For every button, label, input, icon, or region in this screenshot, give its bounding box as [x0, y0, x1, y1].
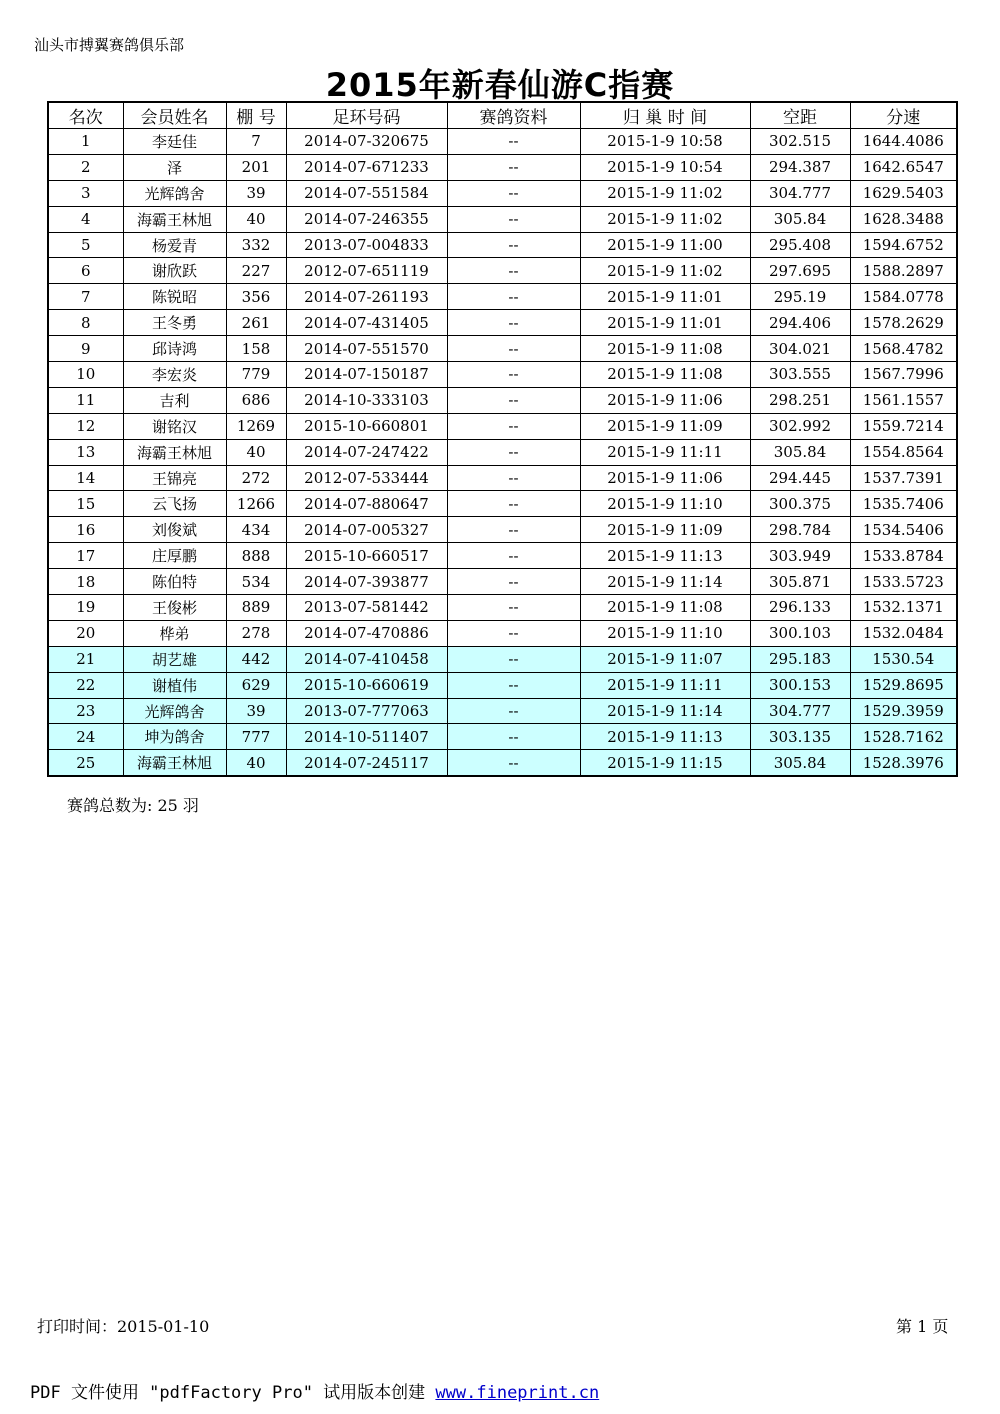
cell-loft: 158 [226, 336, 286, 362]
cell-name: 泽 [123, 154, 226, 180]
cell-ring: 2014-07-247422 [286, 439, 447, 465]
cell-speed: 1561.1557 [850, 387, 957, 413]
cell-distance: 296.133 [750, 595, 850, 621]
cell-time: 2015-1-9 11:07 [580, 646, 750, 672]
table-row [48, 258, 957, 284]
cell-loft: 889 [226, 595, 286, 621]
cell-rank: 15 [48, 491, 123, 517]
cell-speed: 1529.8695 [850, 672, 957, 698]
cell-rank: 14 [48, 465, 123, 491]
cell-ring: 2015-10-660619 [286, 672, 447, 698]
cell-time: 2015-1-9 11:13 [580, 543, 750, 569]
cell-loft: 40 [226, 750, 286, 776]
cell-name: 谢铭汉 [123, 413, 226, 439]
cell-name: 云飞扬 [123, 491, 226, 517]
cell-info: -- [447, 491, 580, 517]
cell-info: -- [447, 284, 580, 310]
cell-speed: 1530.54 [850, 646, 957, 672]
cell-info: -- [447, 543, 580, 569]
page-number: 第 1 页 [896, 1317, 949, 1336]
cell-rank: 5 [48, 232, 123, 258]
cell-distance: 304.021 [750, 336, 850, 362]
cell-time: 2015-1-9 11:02 [580, 206, 750, 232]
table-row [48, 413, 957, 439]
cell-name: 王俊彬 [123, 595, 226, 621]
cell-rank: 25 [48, 750, 123, 776]
cell-ring: 2014-07-246355 [286, 206, 447, 232]
cell-rank: 18 [48, 569, 123, 595]
cell-rank: 17 [48, 543, 123, 569]
page-title: 2015年新春仙游C指赛 [325, 66, 675, 104]
cell-ring: 2014-07-005327 [286, 517, 447, 543]
cell-loft: 442 [226, 646, 286, 672]
cell-distance: 300.103 [750, 620, 850, 646]
cell-ring: 2014-07-393877 [286, 569, 447, 595]
cell-info: -- [447, 569, 580, 595]
table-row [48, 517, 957, 543]
table-row [48, 129, 957, 155]
cell-rank: 1 [48, 129, 123, 155]
cell-loft: 332 [226, 232, 286, 258]
cell-info: -- [447, 646, 580, 672]
cell-speed: 1644.4086 [850, 129, 957, 155]
cell-rank: 6 [48, 258, 123, 284]
cell-ring: 2014-07-410458 [286, 646, 447, 672]
cell-speed: 1535.7406 [850, 491, 957, 517]
table-row [48, 620, 957, 646]
cell-name: 王冬勇 [123, 310, 226, 336]
cell-ring: 2013-07-581442 [286, 595, 447, 621]
cell-ring: 2014-07-245117 [286, 750, 447, 776]
cell-name: 李宏炎 [123, 362, 226, 388]
cell-time: 2015-1-9 11:08 [580, 362, 750, 388]
cell-distance: 304.777 [750, 698, 850, 724]
table-row [48, 491, 957, 517]
print-time: 打印时间：2015-01-10 [37, 1317, 210, 1336]
cell-ring: 2012-07-651119 [286, 258, 447, 284]
cell-loft: 40 [226, 439, 286, 465]
cell-time: 2015-1-9 11:11 [580, 672, 750, 698]
cell-rank: 2 [48, 154, 123, 180]
cell-loft: 356 [226, 284, 286, 310]
cell-info: -- [447, 413, 580, 439]
cell-time: 2015-1-9 11:15 [580, 750, 750, 776]
cell-time: 2015-1-9 11:08 [580, 336, 750, 362]
table-row [48, 232, 957, 258]
cell-name: 谢植伟 [123, 672, 226, 698]
cell-speed: 1529.3959 [850, 698, 957, 724]
cell-distance: 295.408 [750, 232, 850, 258]
table-row [48, 672, 957, 698]
cell-speed: 1528.7162 [850, 724, 957, 750]
cell-distance: 305.84 [750, 439, 850, 465]
cell-time: 2015-1-9 10:58 [580, 129, 750, 155]
cell-speed: 1578.2629 [850, 310, 957, 336]
cell-loft: 534 [226, 569, 286, 595]
cell-info: -- [447, 465, 580, 491]
cell-time: 2015-1-9 11:14 [580, 569, 750, 595]
cell-time: 2015-1-9 11:02 [580, 258, 750, 284]
table-row [48, 154, 957, 180]
cell-name: 杨爱青 [123, 232, 226, 258]
cell-distance: 302.992 [750, 413, 850, 439]
cell-distance: 294.406 [750, 310, 850, 336]
cell-speed: 1628.3488 [850, 206, 957, 232]
cell-time: 2015-1-9 11:02 [580, 180, 750, 206]
club-name: 汕头市搏翼赛鸽俱乐部 [34, 36, 185, 54]
col-header-info: 赛鸽资料 [447, 102, 580, 129]
table-row [48, 206, 957, 232]
table-row [48, 698, 957, 724]
cell-info: -- [447, 595, 580, 621]
table-row [48, 465, 957, 491]
cell-distance: 305.84 [750, 206, 850, 232]
cell-rank: 3 [48, 180, 123, 206]
cell-time: 2015-1-9 11:08 [580, 595, 750, 621]
cell-name: 海霸王林旭 [123, 439, 226, 465]
cell-loft: 629 [226, 672, 286, 698]
cell-speed: 1594.6752 [850, 232, 957, 258]
cell-loft: 272 [226, 465, 286, 491]
cell-time: 2015-1-9 10:54 [580, 154, 750, 180]
pdf-link[interactable]: www.fineprint.cn [435, 1383, 600, 1403]
cell-loft: 1269 [226, 413, 286, 439]
cell-ring: 2014-10-511407 [286, 724, 447, 750]
cell-name: 光辉鸽舍 [123, 698, 226, 724]
cell-name: 庄厚鹏 [123, 543, 226, 569]
table-row [48, 439, 957, 465]
cell-time: 2015-1-9 11:06 [580, 465, 750, 491]
table-row [48, 724, 957, 750]
cell-distance: 294.387 [750, 154, 850, 180]
cell-distance: 305.84 [750, 750, 850, 776]
cell-speed: 1528.3976 [850, 750, 957, 776]
cell-info: -- [447, 698, 580, 724]
cell-name: 坤为鸽舍 [123, 724, 226, 750]
cell-distance: 298.251 [750, 387, 850, 413]
cell-loft: 779 [226, 362, 286, 388]
cell-info: -- [447, 310, 580, 336]
cell-ring: 2014-07-470886 [286, 620, 447, 646]
cell-distance: 304.777 [750, 180, 850, 206]
col-header-distance: 空距 [750, 102, 850, 129]
cell-rank: 4 [48, 206, 123, 232]
col-header-time: 归 巢 时 间 [580, 102, 750, 129]
table-row [48, 387, 957, 413]
results-table [47, 101, 958, 777]
cell-info: -- [447, 154, 580, 180]
cell-info: -- [447, 206, 580, 232]
cell-speed: 1567.7996 [850, 362, 957, 388]
cell-loft: 7 [226, 129, 286, 155]
cell-time: 2015-1-9 11:01 [580, 310, 750, 336]
cell-info: -- [447, 517, 580, 543]
cell-loft: 777 [226, 724, 286, 750]
cell-time: 2015-1-9 11:13 [580, 724, 750, 750]
cell-speed: 1532.1371 [850, 595, 957, 621]
results-body [48, 129, 957, 777]
cell-loft: 278 [226, 620, 286, 646]
cell-speed: 1533.5723 [850, 569, 957, 595]
cell-speed: 1532.0484 [850, 620, 957, 646]
cell-loft: 261 [226, 310, 286, 336]
cell-rank: 12 [48, 413, 123, 439]
cell-name: 刘俊斌 [123, 517, 226, 543]
cell-rank: 7 [48, 284, 123, 310]
cell-ring: 2014-07-551570 [286, 336, 447, 362]
cell-loft: 686 [226, 387, 286, 413]
cell-name: 陈锐昭 [123, 284, 226, 310]
cell-info: -- [447, 672, 580, 698]
cell-rank: 22 [48, 672, 123, 698]
table-row [48, 543, 957, 569]
cell-distance: 302.515 [750, 129, 850, 155]
cell-distance: 303.135 [750, 724, 850, 750]
cell-speed: 1568.4782 [850, 336, 957, 362]
cell-speed: 1559.7214 [850, 413, 957, 439]
cell-distance: 305.871 [750, 569, 850, 595]
cell-rank: 23 [48, 698, 123, 724]
cell-loft: 434 [226, 517, 286, 543]
cell-ring: 2014-07-431405 [286, 310, 447, 336]
cell-distance: 303.555 [750, 362, 850, 388]
cell-ring: 2014-10-333103 [286, 387, 447, 413]
cell-name: 海霸王林旭 [123, 750, 226, 776]
cell-speed: 1534.5406 [850, 517, 957, 543]
cell-ring: 2013-07-777063 [286, 698, 447, 724]
cell-info: -- [447, 336, 580, 362]
cell-info: -- [447, 387, 580, 413]
cell-name: 海霸王林旭 [123, 206, 226, 232]
cell-loft: 888 [226, 543, 286, 569]
cell-info: -- [447, 750, 580, 776]
cell-info: -- [447, 724, 580, 750]
cell-time: 2015-1-9 11:01 [580, 284, 750, 310]
table-header-row [48, 102, 957, 129]
cell-speed: 1554.8564 [850, 439, 957, 465]
cell-ring: 2015-10-660517 [286, 543, 447, 569]
cell-distance: 295.183 [750, 646, 850, 672]
cell-rank: 11 [48, 387, 123, 413]
col-header-name: 会员姓名 [123, 102, 226, 129]
cell-name: 王锦亮 [123, 465, 226, 491]
table-row [48, 362, 957, 388]
cell-distance: 300.375 [750, 491, 850, 517]
cell-speed: 1588.2897 [850, 258, 957, 284]
cell-loft: 1266 [226, 491, 286, 517]
cell-loft: 39 [226, 180, 286, 206]
cell-info: -- [447, 258, 580, 284]
cell-time: 2015-1-9 11:11 [580, 439, 750, 465]
cell-loft: 39 [226, 698, 286, 724]
cell-name: 光辉鸽舍 [123, 180, 226, 206]
cell-ring: 2014-07-320675 [286, 129, 447, 155]
table-row [48, 750, 957, 776]
table-row [48, 595, 957, 621]
cell-ring: 2015-10-660801 [286, 413, 447, 439]
cell-rank: 13 [48, 439, 123, 465]
cell-ring: 2014-07-261193 [286, 284, 447, 310]
cell-ring: 2014-07-551584 [286, 180, 447, 206]
cell-rank: 19 [48, 595, 123, 621]
table-row [48, 284, 957, 310]
table-row [48, 180, 957, 206]
cell-name: 谢欣跃 [123, 258, 226, 284]
cell-time: 2015-1-9 11:10 [580, 620, 750, 646]
cell-rank: 21 [48, 646, 123, 672]
cell-time: 2015-1-9 11:09 [580, 413, 750, 439]
cell-distance: 294.445 [750, 465, 850, 491]
cell-ring: 2014-07-880647 [286, 491, 447, 517]
cell-rank: 20 [48, 620, 123, 646]
cell-time: 2015-1-9 11:10 [580, 491, 750, 517]
cell-ring: 2012-07-533444 [286, 465, 447, 491]
cell-info: -- [447, 362, 580, 388]
col-header-speed: 分速 [850, 102, 957, 129]
cell-name: 李廷佳 [123, 129, 226, 155]
cell-speed: 1629.5403 [850, 180, 957, 206]
cell-ring: 2014-07-671233 [286, 154, 447, 180]
table-row [48, 646, 957, 672]
cell-ring: 2013-07-004833 [286, 232, 447, 258]
cell-name: 吉利 [123, 387, 226, 413]
cell-name: 陈伯特 [123, 569, 226, 595]
cell-time: 2015-1-9 11:14 [580, 698, 750, 724]
cell-time: 2015-1-9 11:06 [580, 387, 750, 413]
col-header-rank: 名次 [48, 102, 123, 129]
cell-distance: 298.784 [750, 517, 850, 543]
cell-rank: 10 [48, 362, 123, 388]
cell-distance: 303.949 [750, 543, 850, 569]
cell-loft: 40 [226, 206, 286, 232]
cell-rank: 9 [48, 336, 123, 362]
cell-rank: 24 [48, 724, 123, 750]
pdf-note [30, 1378, 599, 1403]
table-row [48, 310, 957, 336]
cell-info: -- [447, 439, 580, 465]
cell-info: -- [447, 620, 580, 646]
cell-name: 桦弟 [123, 620, 226, 646]
cell-speed: 1584.0778 [850, 284, 957, 310]
cell-name: 胡艺雄 [123, 646, 226, 672]
cell-speed: 1533.8784 [850, 543, 957, 569]
cell-rank: 8 [48, 310, 123, 336]
cell-name: 邱诗鸿 [123, 336, 226, 362]
cell-rank: 16 [48, 517, 123, 543]
cell-loft: 201 [226, 154, 286, 180]
pdf-note-text: PDF 文件使用 "pdfFactory Pro" 试用版本创建 [30, 1383, 426, 1403]
col-header-loft: 棚 号 [226, 102, 286, 129]
cell-info: -- [447, 232, 580, 258]
cell-info: -- [447, 180, 580, 206]
col-header-ring: 足环号码 [286, 102, 447, 129]
table-row [48, 336, 957, 362]
cell-ring: 2014-07-150187 [286, 362, 447, 388]
cell-distance: 297.695 [750, 258, 850, 284]
total-count: 赛鸽总数为: 25 羽 [67, 796, 199, 815]
cell-info: -- [447, 129, 580, 155]
cell-speed: 1537.7391 [850, 465, 957, 491]
cell-time: 2015-1-9 11:00 [580, 232, 750, 258]
cell-loft: 227 [226, 258, 286, 284]
table-row [48, 569, 957, 595]
cell-time: 2015-1-9 11:09 [580, 517, 750, 543]
cell-distance: 295.19 [750, 284, 850, 310]
cell-distance: 300.153 [750, 672, 850, 698]
cell-speed: 1642.6547 [850, 154, 957, 180]
